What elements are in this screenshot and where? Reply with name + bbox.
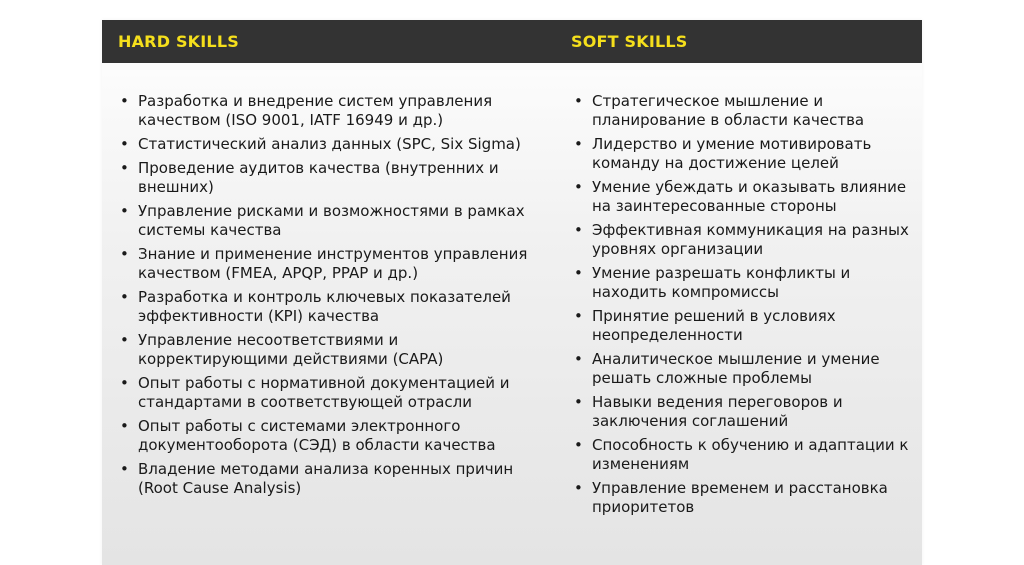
bullet-icon: • [120, 135, 129, 153]
hard-skill-item [118, 460, 538, 498]
bullet-icon: • [574, 92, 583, 110]
hard-skill-text: Владение методами анализа коренных причин (Root Cause Analysis) [138, 460, 514, 497]
bullet-icon: • [120, 331, 129, 349]
soft-skill-item [572, 178, 917, 216]
hard-skill-item [118, 135, 538, 154]
bullet-icon: • [574, 479, 583, 497]
bullet-icon: • [120, 92, 129, 110]
soft-skill-item [572, 393, 917, 431]
hard-skill-item [118, 288, 538, 326]
soft-skill-text: Умение убеждать и оказывать влияние на заинтересованные стороны [592, 178, 907, 215]
bullet-icon: • [120, 288, 129, 306]
hard-skills-list [118, 92, 538, 503]
bullet-icon: • [120, 245, 129, 263]
soft-skill-text: Умение разрешать конфликты и находить компромиссы [592, 264, 851, 301]
hard-skill-text: Разработка и внедрение систем управления качеством (ISO 9001, IATF 16949 и др.) [138, 92, 493, 129]
soft-skill-item [572, 135, 917, 173]
hard-skill-text: Знание и применение инструментов управления качеством (FMEA, APQP, PPAP и др.) [138, 245, 528, 282]
bullet-icon: • [120, 159, 129, 177]
hard-skill-item [118, 374, 538, 412]
soft-skill-item [572, 92, 917, 130]
hard-skill-text: Опыт работы с нормативной документацией и стандартами в соответствующей отрасли [138, 374, 510, 411]
bullet-icon: • [574, 264, 583, 282]
header-bar [102, 20, 922, 63]
bullet-icon: • [120, 460, 129, 478]
skills-slide [102, 20, 922, 565]
soft-skill-text: Принятие решений в условиях неопределенности [592, 307, 836, 344]
hard-skill-text: Проведение аудитов качества (внутренних и внешних) [138, 159, 499, 196]
soft-skill-text: Навыки ведения переговоров и заключения соглашений [592, 393, 843, 430]
hard-skill-item [118, 202, 538, 240]
bullet-icon: • [120, 417, 129, 435]
soft-skills-title: SOFT SKILLS [571, 32, 688, 51]
hard-skill-item [118, 159, 538, 197]
bullet-icon: • [574, 393, 583, 411]
soft-skill-text: Аналитическое мышление и умение решать сложные проблемы [592, 350, 880, 387]
soft-skill-item [572, 436, 917, 474]
soft-skill-text: Способность к обучению и адаптации к изменениям [592, 436, 909, 473]
bullet-icon: • [574, 350, 583, 368]
bullet-icon: • [574, 178, 583, 196]
bullet-icon: • [574, 135, 583, 153]
hard-skill-text: Управление рисками и возможностями в рамках системы качества [138, 202, 525, 239]
hard-skill-text: Статистический анализ данных (SPC, Six Sigma) [138, 135, 521, 153]
soft-skill-text: Стратегическое мышление и планирование в области качества [592, 92, 865, 129]
soft-skills-list [572, 92, 917, 522]
soft-skill-item [572, 350, 917, 388]
bullet-icon: • [574, 221, 583, 239]
hard-skill-text: Опыт работы с системами электронного документооборота (СЭД) в области качества [138, 417, 496, 454]
soft-skill-text: Управление временем и расстановка приоритетов [592, 479, 888, 516]
soft-skill-item [572, 264, 917, 302]
hard-skill-item [118, 417, 538, 455]
hard-skill-item [118, 92, 538, 130]
soft-skill-text: Эффективная коммуникация на разных уровнях организации [592, 221, 909, 258]
hard-skill-item [118, 331, 538, 369]
bullet-icon: • [120, 374, 129, 392]
hard-skills-title: HARD SKILLS [118, 32, 239, 51]
bullet-icon: • [120, 202, 129, 220]
soft-skill-item [572, 479, 917, 517]
hard-skill-item [118, 245, 538, 283]
bullet-icon: • [574, 436, 583, 454]
soft-skill-item [572, 221, 917, 259]
soft-skill-text: Лидерство и умение мотивировать команду на достижение целей [592, 135, 872, 172]
hard-skill-text: Управление несоответствиями и корректирующими действиями (CAPA) [138, 331, 444, 368]
hard-skill-text: Разработка и контроль ключевых показателей эффективности (KPI) качества [138, 288, 511, 325]
soft-skill-item [572, 307, 917, 345]
bullet-icon: • [574, 307, 583, 325]
